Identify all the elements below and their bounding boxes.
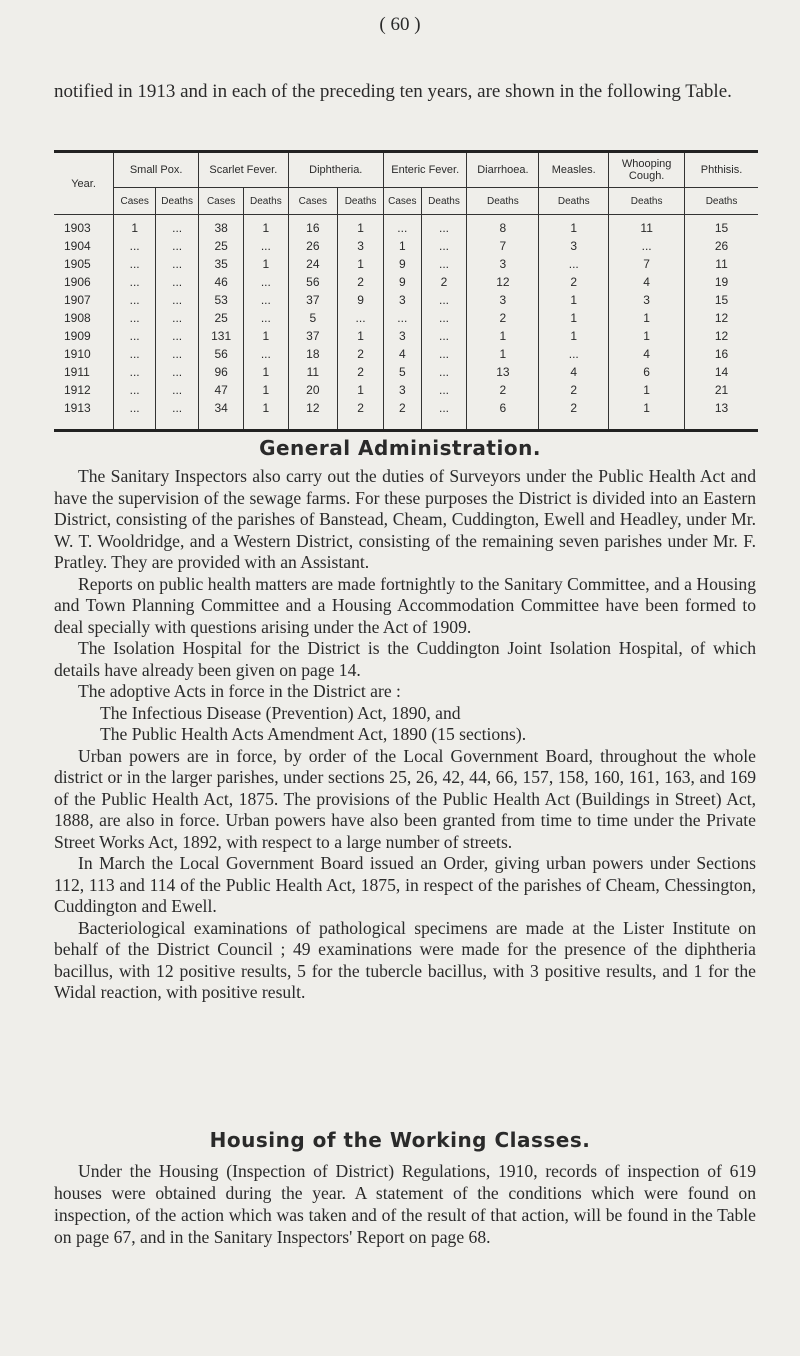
- table-cell-whoop: 4: [609, 273, 685, 291]
- table-cell-en_c: 1: [384, 237, 422, 255]
- table-cell-en_d: 2: [421, 273, 467, 291]
- whooping-cough-header: Whooping Cough.: [609, 152, 685, 188]
- table-cell-en_d: ...: [421, 363, 467, 381]
- diphtheria-deaths-header: Deaths: [338, 188, 384, 215]
- table-cell-sp_c: 1: [114, 215, 156, 238]
- table-cell-sp_c: ...: [114, 345, 156, 363]
- table-cell-sf_c: 34: [199, 399, 244, 431]
- table-cell-sp_d: ...: [156, 215, 199, 238]
- table-cell-sf_c: 56: [199, 345, 244, 363]
- table-cell-en_c: 3: [384, 291, 422, 309]
- diphtheria-header: Diphtheria.: [288, 152, 383, 188]
- table-cell-diar: 2: [467, 381, 539, 399]
- table-cell-sp_c: ...: [114, 399, 156, 431]
- table-cell-en_c: 3: [384, 327, 422, 345]
- table-cell-whoop: 1: [609, 327, 685, 345]
- paragraph-urban-powers: Urban powers are in force, by order of the Local Government Board, throughout the whole district or in the larger parishes, under sections 25, 26, 42, 44, 66, 157, 158, 160, 161, 163, and 169 of the Public Health Act, 1875. The provisions of the Public Health Act (Buildings in Street) Act, 1888, are also in force. Urban powers have also been granted from time to time under the Private Street Works Act, 1892, with respect to a large number of streets.: [54, 745, 756, 852]
- table-cell-en_c: 3: [384, 381, 422, 399]
- table-cell-en_d: ...: [421, 237, 467, 255]
- table-cell-di_d: 1: [338, 327, 384, 345]
- small-pox-deaths-header: Deaths: [156, 188, 199, 215]
- table-cell-sf_d: 1: [244, 215, 288, 238]
- table-cell-sf_c: 25: [199, 237, 244, 255]
- table-cell-meas: 1: [539, 291, 609, 309]
- table-cell-di_c: 26: [288, 237, 338, 255]
- table-cell-meas: 1: [539, 309, 609, 327]
- table-cell-year: 1908: [64, 311, 91, 325]
- table-cell-en_c: ...: [384, 215, 422, 238]
- paragraph-isolation-hospital: The Isolation Hospital for the District is the Cuddington Joint Isolation Hospital, of which details have already been given on page 14.: [54, 638, 756, 680]
- table-cell-sp_c: ...: [114, 291, 156, 309]
- table-cell-sp_d: ...: [156, 399, 199, 431]
- phthisis-header: Phthisis.: [685, 152, 758, 188]
- table-cell-sf_c: 131: [199, 327, 244, 345]
- table-cell-sp_d: ...: [156, 273, 199, 291]
- table-cell-sp_d: ...: [156, 345, 199, 363]
- table-cell-sp_c: ...: [114, 327, 156, 345]
- act-public-health-amendment: The Public Health Acts Amendment Act, 1890 (15 sections).: [100, 724, 527, 744]
- paragraph-bacteriological: Bacteriological examinations of pathological specimens are made at the Lister Institute on behalf of the District Council ; 49 examinations were made for the presence of the diphtheria bacillus, with 12 positive results, 5 for the tubercle bacillus, with 3 positive results, and 1 for the Widal reaction, with positive result.: [54, 917, 756, 1002]
- table-cell-en_c: 4: [384, 345, 422, 363]
- table-cell-year: 1906: [64, 275, 91, 289]
- table-cell-di_c: 5: [288, 309, 338, 327]
- table-cell-year: 1912: [64, 383, 91, 397]
- table-row: [54, 399, 758, 431]
- table-cell-en_d: ...: [421, 291, 467, 309]
- table-cell-year: 1905: [64, 257, 91, 271]
- table-cell-diar: 1: [467, 327, 539, 345]
- table-cell-sp_c: ...: [114, 309, 156, 327]
- table-cell-sp_c: ...: [114, 381, 156, 399]
- table-cell-di_c: 37: [288, 327, 338, 345]
- table-cell-en_d: ...: [421, 255, 467, 273]
- scarlet-fever-deaths-header: Deaths: [244, 188, 288, 215]
- table-cell-sp_d: ...: [156, 237, 199, 255]
- table-cell-en_d: ...: [421, 309, 467, 327]
- measles-header: Measles.: [539, 152, 609, 188]
- housing-heading: Housing of the Working Classes.: [209, 1128, 591, 1152]
- table-cell-di_d: 1: [338, 381, 384, 399]
- table-cell-di_d: 2: [338, 345, 384, 363]
- table-cell-diar: 6: [467, 399, 539, 431]
- paragraph-march-order: In March the Local Government Board issued an Order, giving urban powers under Sections 112, 113 and 114 of the Public Health Act, 1875, in respect of the parishes of Cheam, Chessington, Cuddington and Ewell.: [54, 853, 756, 916]
- table-cell-sf_d: ...: [244, 309, 288, 327]
- table-cell-diar: 7: [467, 237, 539, 255]
- table-cell-year: 1910: [64, 347, 91, 361]
- table-cell-sf_c: 35: [199, 255, 244, 273]
- table-cell-sp_d: ...: [156, 363, 199, 381]
- table-cell-sp_d: ...: [156, 381, 199, 399]
- small-pox-cases-header: Cases: [114, 188, 156, 215]
- table-cell-sf_d: 1: [244, 381, 288, 399]
- disease-table-body: [54, 215, 758, 431]
- table-cell-phth: 19: [685, 273, 758, 291]
- table-cell-meas: 4: [539, 363, 609, 381]
- table-cell-di_d: 3: [338, 237, 384, 255]
- table-cell-di_d: ...: [338, 309, 384, 327]
- table-cell-meas: ...: [539, 345, 609, 363]
- disease-table-container: [54, 150, 758, 426]
- table-row: [54, 291, 758, 309]
- table-cell-sf_c: 53: [199, 291, 244, 309]
- diarrhoea-header: Diarrhoea.: [467, 152, 539, 188]
- table-cell-sp_c: ...: [114, 237, 156, 255]
- phthisis-deaths-header: Deaths: [685, 188, 758, 215]
- table-cell-di_c: 16: [288, 215, 338, 238]
- table-cell-phth: 12: [685, 309, 758, 327]
- table-cell-sp_d: ...: [156, 309, 199, 327]
- paragraph-housing-inspection: Under the Housing (Inspection of District) Regulations, 1910, records of inspection of 619 houses were obtained during the year. A statement of the conditions which were found on inspection, of the action which was taken and of the result of that action, will be found in the Table on page 67, and in the Sanitary Inspectors' Report on page 68.: [54, 1161, 756, 1247]
- table-cell-sf_c: 38: [199, 215, 244, 238]
- table-cell-di_d: 2: [338, 399, 384, 431]
- table-row: [54, 363, 758, 381]
- table-cell-sp_d: ...: [156, 291, 199, 309]
- act-infectious-disease: The Infectious Disease (Prevention) Act, 1890, and: [100, 702, 461, 723]
- table-cell-di_c: 20: [288, 381, 338, 399]
- table-cell-phth: 11: [685, 255, 758, 273]
- table-cell-whoop: 6: [609, 363, 685, 381]
- table-cell-en_c: 2: [384, 399, 422, 431]
- table-cell-di_d: 1: [338, 215, 384, 238]
- table-cell-diar: 1: [467, 345, 539, 363]
- table-cell-diar: 12: [467, 273, 539, 291]
- scarlet-fever-cases-header: Cases: [199, 188, 244, 215]
- table-cell-whoop: 11: [609, 215, 685, 238]
- table-cell-di_c: 12: [288, 399, 338, 431]
- table-cell-meas: 3: [539, 237, 609, 255]
- diarrhoea-deaths-header: Deaths: [467, 188, 539, 215]
- table-cell-meas: ...: [539, 255, 609, 273]
- table-row: [54, 327, 758, 345]
- table-cell-sf_d: 1: [244, 399, 288, 431]
- table-cell-whoop: 3: [609, 291, 685, 309]
- table-row: [54, 273, 758, 291]
- table-cell-diar: 2: [467, 309, 539, 327]
- table-row: [54, 237, 758, 255]
- table-cell-en_d: ...: [421, 399, 467, 431]
- scarlet-fever-header: Scarlet Fever.: [199, 152, 288, 188]
- page-number: ( 60 ): [379, 14, 421, 35]
- enteric-fever-deaths-header: Deaths: [421, 188, 467, 215]
- year-header: Year.: [71, 177, 96, 190]
- table-cell-diar: 3: [467, 291, 539, 309]
- table-cell-en_d: ...: [421, 345, 467, 363]
- paragraph-committees: Reports on public health matters are made fortnightly to the Sanitary Committee, and a Housing and Town Planning Committee and a Housing Accommodation Committee have been formed to deal specially with questions arising under the Act of 1909.: [54, 573, 756, 637]
- table-cell-phth: 12: [685, 327, 758, 345]
- table-cell-sp_c: ...: [114, 255, 156, 273]
- table-cell-whoop: 4: [609, 345, 685, 363]
- table-cell-en_c: ...: [384, 309, 422, 327]
- table-cell-en_d: ...: [421, 381, 467, 399]
- enteric-fever-cases-header: Cases: [384, 188, 422, 215]
- table-cell-sp_d: ...: [156, 327, 199, 345]
- table-row: [54, 381, 758, 399]
- general-administration-heading: General Administration.: [259, 436, 541, 460]
- table-cell-phth: 15: [685, 215, 758, 238]
- table-cell-year: 1904: [64, 239, 91, 253]
- table-cell-diar: 8: [467, 215, 539, 238]
- table-cell-diar: 13: [467, 363, 539, 381]
- measles-deaths-header: Deaths: [539, 188, 609, 215]
- table-cell-year: 1903: [54, 215, 114, 238]
- general-administration-body: [54, 466, 756, 1004]
- table-cell-sf_c: 96: [199, 363, 244, 381]
- paragraph-adoptive-acts: The adoptive Acts in force in the District are :: [78, 681, 401, 701]
- table-cell-sf_c: 47: [199, 381, 244, 399]
- table-cell-year: 1907: [64, 293, 91, 307]
- table-cell-sf_d: 1: [244, 255, 288, 273]
- table-cell-sp_c: ...: [114, 273, 156, 291]
- table-cell-di_d: 2: [338, 363, 384, 381]
- table-cell-whoop: ...: [609, 237, 685, 255]
- table-cell-sp_c: ...: [114, 363, 156, 381]
- table-row: [54, 309, 758, 327]
- table-cell-sf_d: 1: [244, 363, 288, 381]
- table-cell-sf_d: ...: [244, 345, 288, 363]
- table-cell-sf_d: 1: [244, 327, 288, 345]
- table-cell-whoop: 7: [609, 255, 685, 273]
- table-cell-phth: 21: [685, 381, 758, 399]
- intro-text: notified in 1913 and in each of the preceding ten years, are shown in the following Table.: [54, 81, 732, 102]
- table-row: [54, 345, 758, 363]
- table-cell-en_d: ...: [421, 215, 467, 238]
- table-row: [54, 255, 758, 273]
- table-cell-en_c: 9: [384, 273, 422, 291]
- table-cell-sf_c: 46: [199, 273, 244, 291]
- table-cell-meas: 1: [539, 327, 609, 345]
- table-cell-whoop: 1: [609, 309, 685, 327]
- table-cell-meas: 2: [539, 273, 609, 291]
- table-cell-di_c: 18: [288, 345, 338, 363]
- disease-table: [54, 150, 758, 432]
- small-pox-header: Small Pox.: [114, 152, 199, 188]
- table-cell-whoop: 1: [609, 399, 685, 431]
- diphtheria-cases-header: Cases: [288, 188, 338, 215]
- table-cell-sf_d: ...: [244, 237, 288, 255]
- table-cell-meas: 2: [539, 399, 609, 431]
- table-cell-phth: 14: [685, 363, 758, 381]
- table-cell-di_c: 37: [288, 291, 338, 309]
- table-cell-phth: 16: [685, 345, 758, 363]
- table-cell-di_c: 11: [288, 363, 338, 381]
- housing-body: [54, 1160, 756, 1248]
- table-cell-di_d: 9: [338, 291, 384, 309]
- table-cell-phth: 13: [685, 399, 758, 431]
- table-cell-sf_d: ...: [244, 273, 288, 291]
- table-cell-en_d: ...: [421, 327, 467, 345]
- paragraph-surveyors: The Sanitary Inspectors also carry out the duties of Surveyors under the Public Health Act and have the supervision of the sewage farms. For these purposes the District is divided into an Eastern District, consisting of the parishes of Banstead, Cheam, Cuddington, Ewell and Headley, under Mr. W. T. Wooldridge, and a Western District, consisting of the remaining seven parishes under Mr. F. Pratley. They are provided with an Assistant.: [54, 466, 756, 572]
- table-cell-diar: 3: [467, 255, 539, 273]
- table-cell-year: 1909: [64, 329, 91, 343]
- table-row: [54, 215, 758, 238]
- table-cell-meas: 1: [539, 215, 609, 238]
- table-cell-di_d: 2: [338, 273, 384, 291]
- table-cell-en_c: 5: [384, 363, 422, 381]
- table-cell-year: 1913: [64, 401, 91, 415]
- table-cell-phth: 15: [685, 291, 758, 309]
- table-cell-phth: 26: [685, 237, 758, 255]
- table-cell-di_c: 56: [288, 273, 338, 291]
- table-cell-sf_d: ...: [244, 291, 288, 309]
- table-cell-en_c: 9: [384, 255, 422, 273]
- table-cell-meas: 2: [539, 381, 609, 399]
- table-cell-di_c: 24: [288, 255, 338, 273]
- table-cell-di_d: 1: [338, 255, 384, 273]
- table-cell-whoop: 1: [609, 381, 685, 399]
- enteric-fever-header: Enteric Fever.: [384, 152, 467, 188]
- table-cell-year: 1911: [64, 365, 90, 379]
- table-cell-sf_c: 25: [199, 309, 244, 327]
- whooping-cough-deaths-header: Deaths: [609, 188, 685, 215]
- table-cell-sp_d: ...: [156, 255, 199, 273]
